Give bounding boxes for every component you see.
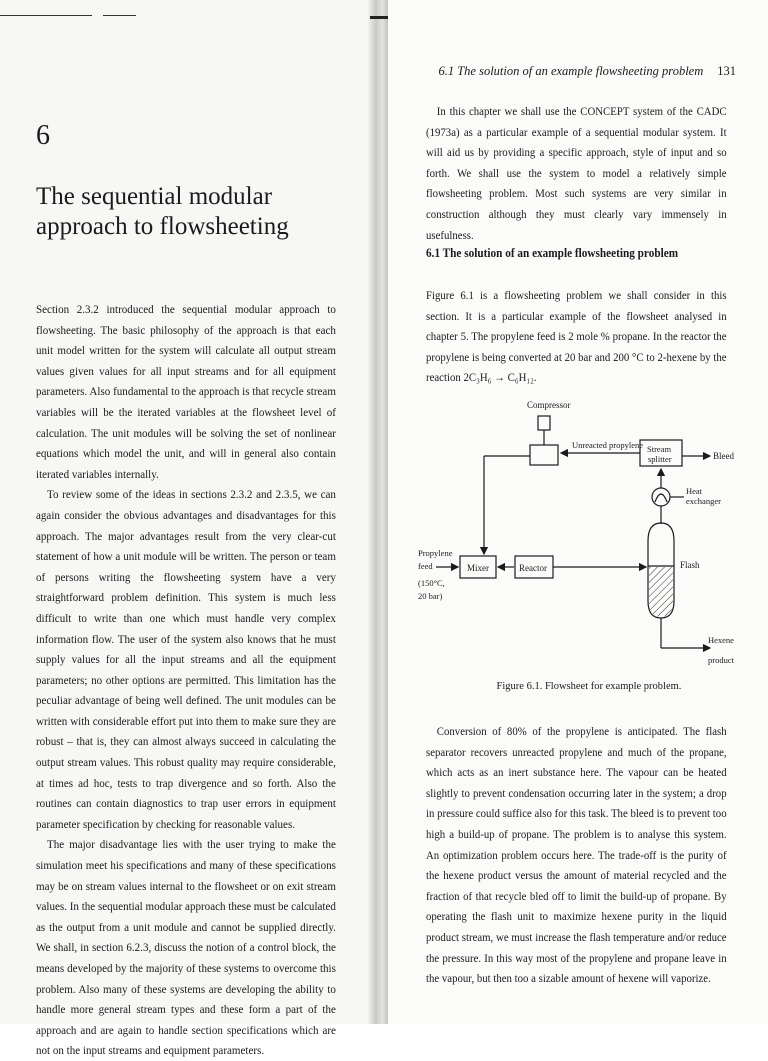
label-splitter-2: splitter (648, 454, 672, 464)
compressor-unit (530, 445, 558, 465)
running-head (410, 64, 736, 79)
running-head-title: 6.1 The solution of an example flowsheeting problem (438, 64, 704, 78)
paragraph: In this chapter we shall use the CONCEPT system of the CADC (1973a) as a particular example of a sequential modular system. It will aid us by providing a specific approach, style of input and so forth. We shall use the system to model a relatively simple flowsheeting problem. Most such systems are very similar in construction although they must clearly vary immensely in usefulness. (426, 104, 727, 242)
label-hexene-1: Hexene (708, 635, 734, 645)
flowsheet-diagram (418, 396, 760, 678)
paragraph: Conversion of 80% of the propylene is anticipated. The flash separator recovers unreacted propylene and much of the propane, which acts as an inert substance here. The vapour can be heated slightly to prevent condensation occurring later in the system; a drop in pressure could suffice also for this task. The bleed is to prevent too high a build-up of propane. The problem is to analyse this system. An optimization problem occurs here. The trade-off is the purity of the hexene product versus the amount of material recycled and the fraction of that recycle bled off to limit the build-up of propane. By operating the flash unit to maximize hexene purity in the liquid product stream, we must increase the flash temperature and/or reduce the pressure. In this way most of the propylene and propane leave in the vapour, but then too a sizable amount of hexene will vaporize. (426, 724, 727, 986)
compressor-motor (538, 416, 550, 430)
intro-text (426, 101, 727, 245)
page-number: 131 (717, 64, 736, 78)
paragraph: To review some of the ideas in sections 2.3.2 and 2.3.5, we can again consider the obvious advantages and disadvantages for this approach. The major advantages result from the very clear-cut statement of how a unit module will be written. The person or team of persons writing the flowsheeting system have a very straightforward problem definition. This system is much less difficult to write than one which must handle very complex information flow. The user of the system also knows that he must supply values for all the input streams and all the equipment parameters; no other options are permitted. This limitation has the peculiar advantage of being well defined. The unit modules can be written with considerable effort put into them to make sure they are robust – that is, they can almost always succeed in calculating the output stream values. This robust quality may require considerable, at times ad hoc, tests to trap divergence and so forth. Also the routines can contain diagnostics to trap user errors in equipment parameter specification by checking for reasonable values. (36, 487, 336, 831)
label-compressor: Compressor (527, 400, 571, 410)
flowsheet-figure (418, 396, 760, 678)
flash-liquid-hatch (649, 567, 673, 617)
figure-caption: Figure 6.1. Flowsheet for example problem. (496, 681, 682, 692)
left-page (0, 0, 372, 1058)
label-mixer: Mixer (467, 563, 489, 573)
label-reactor: Reactor (519, 563, 547, 573)
left-body-text (36, 299, 336, 1061)
lower-text (426, 721, 727, 989)
label-feed-1: Propylene (418, 548, 453, 558)
label-unreacted: Unreacted propylene (572, 440, 644, 450)
label-hexene-2: product (708, 655, 734, 665)
top-rule (103, 15, 136, 16)
label-flash: Flash (680, 560, 700, 570)
label-heat-1: Heat (686, 486, 703, 496)
label-feed-3: (150°C, (418, 578, 445, 588)
label-bleed: Bleed (713, 451, 734, 461)
label-splitter-1: Stream (647, 444, 672, 454)
label-feed-4: 20 bar) (418, 591, 443, 601)
heat-exchanger (652, 488, 670, 506)
label-feed-2: feed (418, 561, 433, 571)
paragraph: Section 2.3.2 introduced the sequential modular approach to flowsheeting. The basic philosophy of the approach is that each unit model written for the system will calculate all output stream values given values for all input streams and for all equipment parameters. Also fundamental to the approach is that recycle stream variables will be the iterated variables at the flowsheet level of calculation. The unit modules will be solving the set of nonlinear equations which model the unit, and will in general also contain iterated variables internally. (36, 302, 336, 481)
paragraph: The major disadvantage lies with the user trying to make the simulation meet his specifications and many of these specifications may be on stream values internal to the flowsheet or on exit stream values. In the sequential modular approach these must be calculated as the output from a unit module and cannot be supplied directly. We shall, in section 6.2.3, discuss the notion of a control block, the means developed by the majority of these systems to overcome this problem. Also many of these systems are developing the ability to handle more general stream types and these form a part of the approach and are again to handle section specifications which are not on the input streams and equipment parameters. (36, 837, 336, 1058)
chapter-title: The sequential modular approach to flowsheeting (36, 183, 289, 240)
chapter-number: 6 (36, 120, 50, 151)
paragraph: Figure 6.1 is a flowsheeting problem we shall consider in this section. It is a particular example of the flowsheet analysed in chapter 5. The propylene feed is 2 mole % propane. In the reactor the propylene is being converted at 20 bar and 200 °C to 2-hexene by the reaction 2C₃H₆ → C₆H₁₂. (426, 288, 727, 385)
top-rule (0, 15, 92, 16)
label-heat-2: exchanger (686, 496, 721, 506)
section-heading: 6.1 The solution of an example flowsheeting problem (426, 246, 679, 260)
section-text (426, 285, 727, 388)
